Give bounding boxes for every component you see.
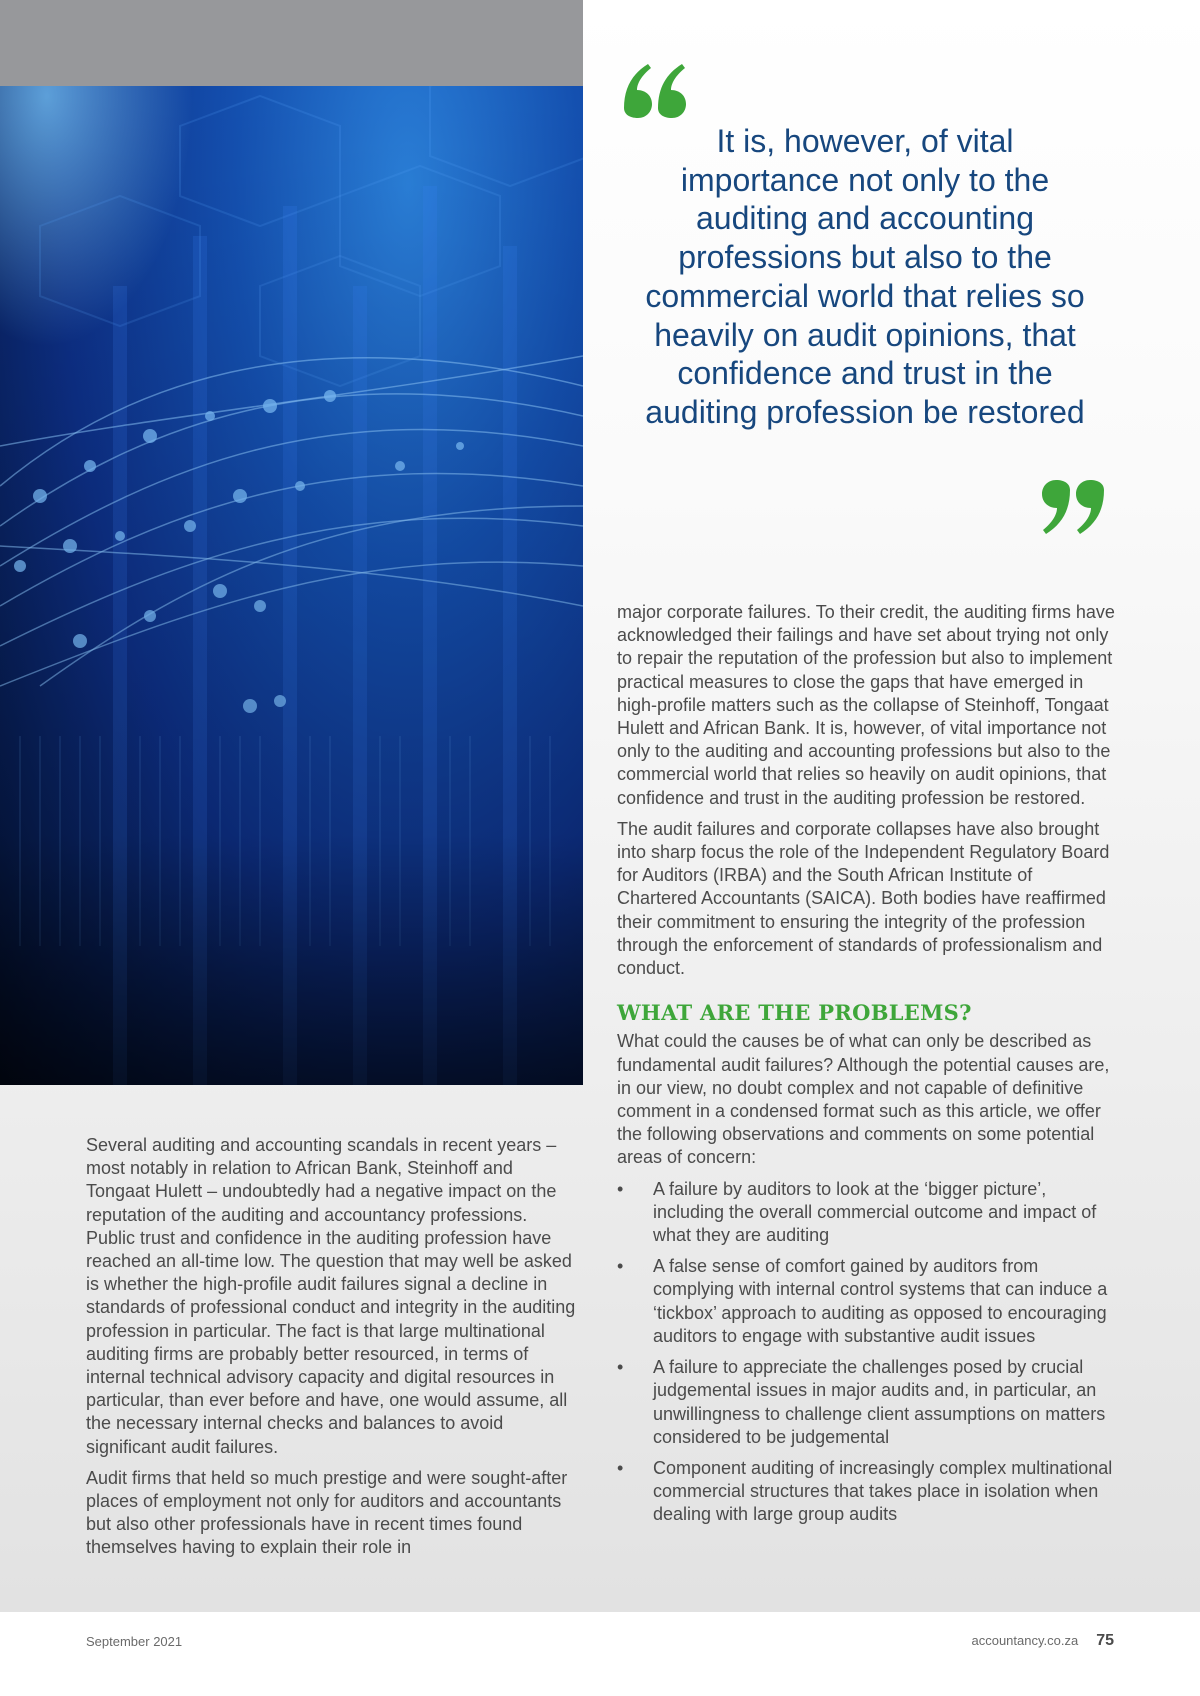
bullet-icon: • xyxy=(617,1178,624,1199)
list-item-text: A failure by auditors to look at the ‘bigger picture’, including the overall commercial outcome and impact of what they are auditing xyxy=(653,1178,1097,1246)
bullet-icon: • xyxy=(617,1357,624,1378)
list-item-text: A failure to appreciate the challenges posed by crucial judgemental issues in major audits and, in particular, an unwillingness to challenge client assumptions on matters considered to be judgemental xyxy=(653,1357,1106,1447)
pull-quote xyxy=(620,58,1120,548)
hero-network-image xyxy=(0,86,583,1085)
left-paragraph-1: Several auditing and accounting scandals in recent years – most notably in relation to African Bank, Steinhoff and Tongaat Hulett – undoubtedly had a negative impact on the reputation of the auditing and accountancy professions. Public trust and confidence in the auditing profession have reached an all-time low. The question that may well be asked is whether the high-profile audit failures signal a decline in standards of professional conduct and integrity in the auditing profession in particular. The fact is that large multinational auditing firms are probably better resourced, in terms of internal technical advisory capacity and digital resources in particular, than ever before and have, one would assume, all the necessary internal checks and balances to avoid significant audit failures. xyxy=(86,1135,576,1457)
right-paragraph-2: The audit failures and corporate collapses have also brought into sharp focus the role of the Independent Regulatory Board for Auditors (IRBA) and the South African Institute of Chartered Accountants (SAICA). Both bodies have reaffirmed their commitment to ensuring the integrity of the profession through the enforcement of standards of professionalism and conduct. xyxy=(617,818,1110,979)
bullet-icon: • xyxy=(617,1457,624,1478)
list-item-text: A false sense of comfort gained by auditors from complying with internal control systems that can induce a ‘tickbox’ approach to auditing as opposed to encouraging auditors to engage with substantive audit issues xyxy=(653,1256,1108,1346)
left-column xyxy=(86,1134,576,1568)
list-item-text: Component auditing of increasingly complex multinational commercial structures that takes place in isolation when dealing with large group audits xyxy=(653,1457,1113,1525)
right-column xyxy=(617,601,1117,1535)
list-item xyxy=(617,1255,1117,1348)
gray-header-band xyxy=(0,0,583,86)
bullet-icon: • xyxy=(617,1256,624,1277)
footer-date: September 2021 xyxy=(86,1634,183,1649)
concerns-list xyxy=(617,1178,1117,1527)
list-item xyxy=(617,1178,1117,1248)
list-item xyxy=(617,1457,1117,1527)
section-heading: WHAT ARE THE PROBLEMS? xyxy=(617,1000,972,1026)
footer-right xyxy=(971,1632,1114,1650)
left-paragraph-2: Audit firms that held so much prestige and were sought-after places of employment not only for auditors and accountants but also other professionals have in recent times found themselves having to explain their role in xyxy=(86,1467,568,1558)
list-item xyxy=(617,1356,1117,1449)
close-quote-mark-icon xyxy=(1038,480,1108,540)
pull-quote-text: It is, however, of vital importance not only to the auditing and accounting professions but also to the commercial world that relies so heavily on audit opinions, that confidence and trust in the auditing profession be restored xyxy=(645,123,1085,430)
footer-site-link[interactable]: accountancy.co.za xyxy=(971,1633,1079,1648)
section-intro: What could the causes be of what can only be described as fundamental audit failures? Although the potential causes are, in our view, no doubt complex and not capable of definitive comment in a condensed format such as this article, we offer the following observations and comments on some potential areas of concern: xyxy=(617,1031,1110,1168)
page-number: 75 xyxy=(1096,1632,1114,1649)
right-paragraph-1: major corporate failures. To their credit, the auditing firms have acknowledged their failings and have set about trying not only to repair the reputation of the profession but also to implement practical measures to close the gaps that have emerged in high-profile matters such as the collapse of Steinhoff, Tongaat Hulett and African Bank. It is, however, of vital importance not only to the auditing and accounting professions but also to the commercial world that relies so heavily on audit opinions, that confidence and trust in the auditing profession be restored. xyxy=(617,602,1115,808)
open-quote-mark-icon xyxy=(620,58,690,118)
